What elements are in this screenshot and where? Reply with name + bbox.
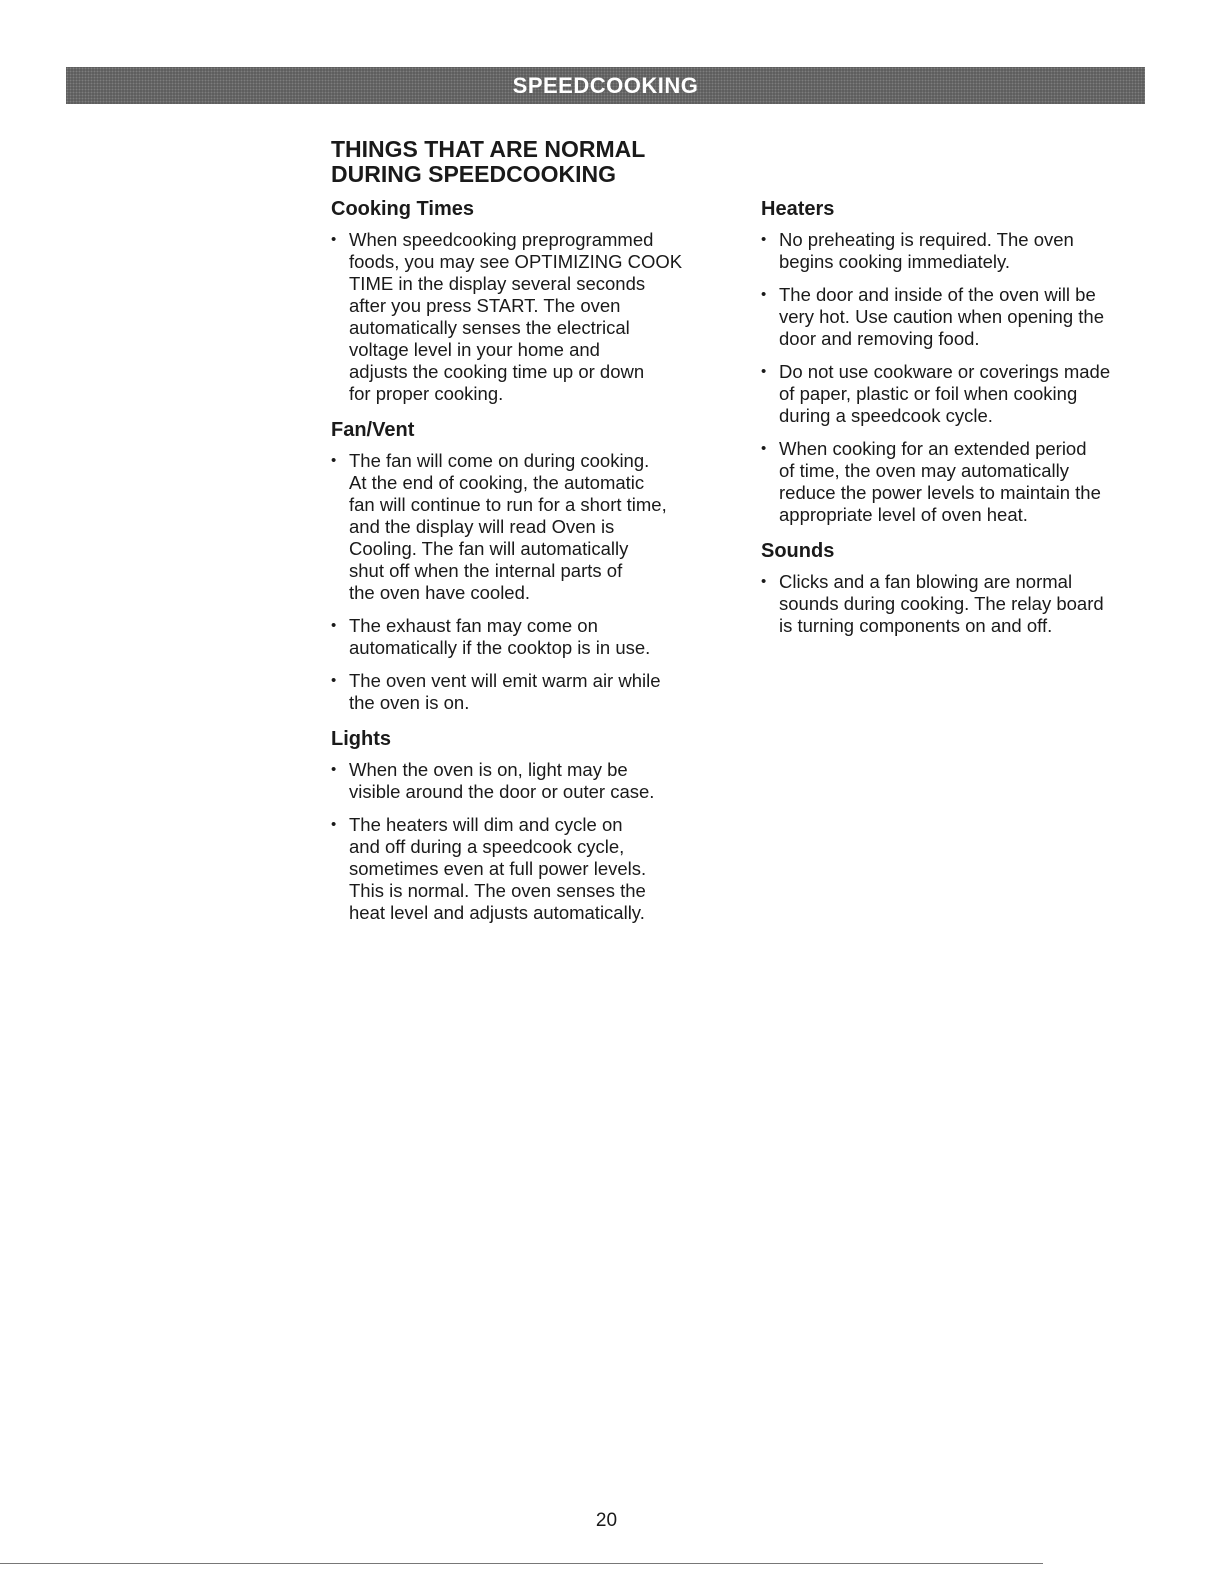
section-cooking-times <box>331 196 721 405</box>
list-item-text: When the oven is on, light may be visible around the door or outer case. <box>349 759 655 802</box>
list-item-text: The heaters will dim and cycle on and off during a speedcook cycle, sometimes even at full power levels. This is normal. The oven senses the heat level and adjusts automatically. <box>349 814 647 923</box>
bullet-list <box>761 571 1151 637</box>
bullet-icon: • <box>761 231 767 248</box>
section-sounds <box>761 538 1151 637</box>
bullet-icon: • <box>331 452 337 469</box>
bullet-icon: • <box>331 761 337 778</box>
bullet-icon: • <box>761 363 767 380</box>
section-fan-vent <box>331 417 721 714</box>
list-item <box>761 438 1151 526</box>
left-column <box>331 196 721 936</box>
bullet-icon: • <box>331 672 337 689</box>
section-heading-cooking-times: Cooking Times <box>331 198 474 220</box>
footer-divider <box>0 1563 1043 1564</box>
list-item-text: Do not use cookware or coverings made of paper, plastic or foil when cooking during a speedcook cycle. <box>779 361 1111 426</box>
list-item <box>761 229 1151 273</box>
section-lights <box>331 726 721 924</box>
page-heading <box>331 137 751 187</box>
list-item <box>331 450 721 604</box>
section-heading-lights: Lights <box>331 728 391 750</box>
bullet-icon: • <box>761 440 767 457</box>
list-item <box>331 759 721 803</box>
list-item <box>761 361 1151 427</box>
bullet-icon: • <box>331 617 337 634</box>
list-item-text: When speedcooking preprogrammed foods, you may see OPTIMIZING COOK TIME in the display several seconds after you press START. The oven automatically senses the electrical voltage level in your home and adjusts the cooking time up or down for proper cooking. <box>349 229 683 404</box>
list-item-text: The door and inside of the oven will be very hot. Use caution when opening the door and removing food. <box>779 284 1104 349</box>
bullet-list <box>761 229 1151 526</box>
section-banner <box>66 67 1145 104</box>
bullet-icon: • <box>761 573 767 590</box>
list-item <box>761 284 1151 350</box>
right-column <box>761 196 1151 649</box>
page-number: 20 <box>595 1510 618 1531</box>
page-heading-line-1: THINGS THAT ARE NORMAL <box>331 136 646 162</box>
list-item <box>761 571 1151 637</box>
list-item-text: No preheating is required. The oven begins cooking immediately. <box>779 229 1074 272</box>
list-item-text: The fan will come on during cooking. At the end of cooking, the automatic fan will continue to run for a short time, and the display will read Oven is Cooling. The fan will automatically shut off when the internal parts of the oven have cooled. <box>349 450 667 603</box>
section-heading-sounds: Sounds <box>761 540 835 562</box>
bullet-icon: • <box>331 816 337 833</box>
list-item <box>331 615 721 659</box>
bullet-list <box>331 450 721 714</box>
section-heaters <box>761 196 1151 526</box>
bullet-list <box>331 759 721 924</box>
list-item-text: The oven vent will emit warm air while the oven is on. <box>349 670 661 713</box>
list-item-text: When cooking for an extended period of time, the oven may automatically reduce the power levels to maintain the appropriate level of oven heat. <box>779 438 1101 525</box>
bullet-icon: • <box>761 286 767 303</box>
list-item-text: The exhaust fan may come on automatically if the cooktop is in use. <box>349 615 651 658</box>
bullet-list <box>331 229 721 405</box>
banner-title: SPEEDCOOKING <box>512 72 699 98</box>
list-item <box>331 229 721 405</box>
section-heading-heaters: Heaters <box>761 198 835 220</box>
section-heading-fan-vent: Fan/Vent <box>331 419 415 441</box>
page-heading-line-2: DURING SPEEDCOOKING <box>331 161 616 187</box>
list-item-text: Clicks and a fan blowing are normal sounds during cooking. The relay board is turning components on and off. <box>779 571 1104 636</box>
bullet-icon: • <box>331 231 337 248</box>
list-item <box>331 670 721 714</box>
list-item <box>331 814 721 924</box>
